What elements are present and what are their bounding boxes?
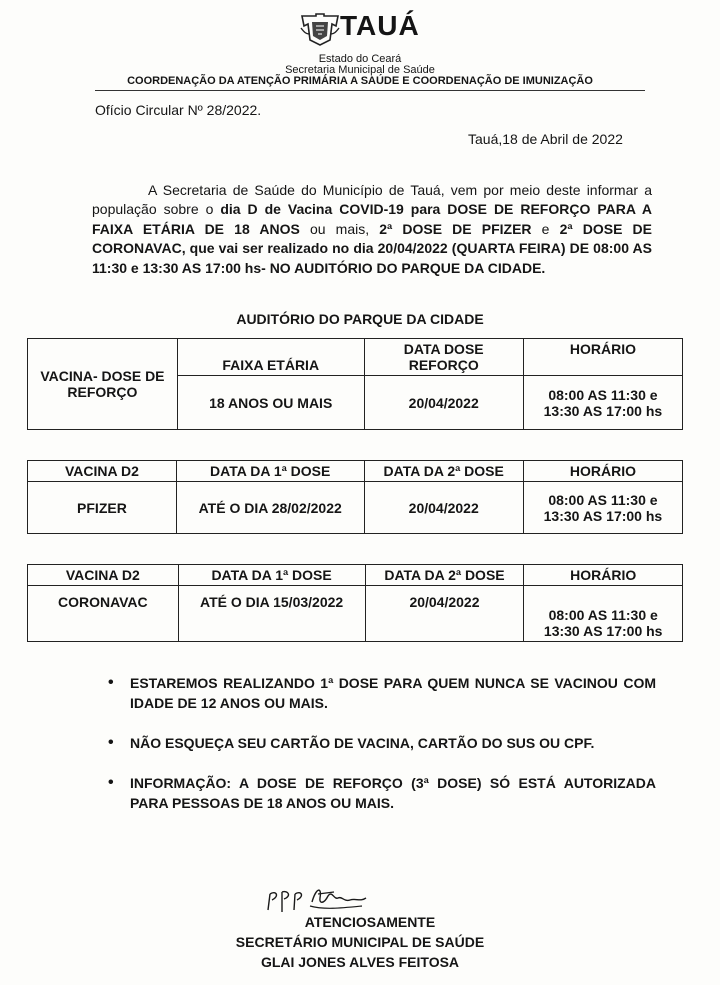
header-secretariat: Secretaria Municipal de Saúde bbox=[285, 64, 435, 76]
coronavac-time-line-1: 08:00 AS 11:30 e bbox=[548, 607, 658, 623]
municipality-logo bbox=[300, 10, 432, 50]
note-first-dose: • ESTAREMOS REALIZANDO 1ª DOSE PARA QUEM NUNCA SE VACINOU COM IDADE DE 12 ANOS OU MAIS. bbox=[108, 673, 656, 713]
pfizer-table bbox=[27, 460, 683, 534]
pfizer-first-dose: ATÉ O DIA 28/02/2022 bbox=[176, 482, 364, 534]
signature-name: GLAI JONES ALVES FEITOSA bbox=[260, 954, 460, 970]
booster-col-age-header: FAIXA ETÁRIA bbox=[177, 339, 364, 376]
note-booster-info: • INFORMAÇÃO: A DOSE DE REFORÇO (3ª DOSE) SÓ ESTÁ AUTORIZADA PARA PESSOAS DE 18 ANOS OU MAIS. bbox=[108, 773, 656, 813]
note-bring-documents: • NÃO ESQUEÇA SEU CARTÃO DE VACINA, CARTÃO DO SUS OU CPF. bbox=[108, 733, 656, 753]
document-date: Tauá,18 de Abril de 2022 bbox=[468, 131, 623, 147]
table-title: AUDITÓRIO DO PARQUE DA CIDADE bbox=[236, 311, 484, 327]
body-paragraph bbox=[92, 181, 652, 278]
pfizer-header-vaccine: VACINA D2 bbox=[28, 461, 177, 482]
pfizer-header-second-dose: DATA DA 2ª DOSE bbox=[364, 461, 523, 482]
pfizer-header-time: HORÁRIO bbox=[523, 461, 682, 482]
booster-age-value: 18 ANOS OU MAIS bbox=[177, 376, 364, 430]
booster-col-time-header: HORÁRIO bbox=[523, 339, 682, 376]
document-reference: Ofício Circular Nº 28/2022. bbox=[95, 102, 262, 118]
booster-time-line-1: 08:00 AS 11:30 e bbox=[548, 386, 658, 403]
header-coordination: COORDENAÇÃO DA ATENÇÃO PRIMÁRIA A SAÚDE E COORDENAÇÃO DE IMUNIZAÇÃO bbox=[127, 75, 593, 87]
pfizer-time-line-2: 13:30 AS 17:00 hs bbox=[543, 507, 663, 524]
coronavac-header-time: HORÁRIO bbox=[524, 565, 683, 586]
booster-table bbox=[27, 338, 683, 430]
booster-time-line-2: 13:30 AS 17:00 hs bbox=[543, 402, 663, 419]
paragraph-text-1: A Secretaria de Saúde do Município de Tauá, vem por meio deste informar a população sobre o bbox=[92, 182, 652, 218]
notes-list bbox=[108, 673, 656, 833]
pfizer-vaccine: PFIZER bbox=[28, 482, 177, 534]
coronavac-time bbox=[524, 586, 683, 642]
header-state: Estado do Ceará bbox=[318, 53, 402, 65]
pfizer-time bbox=[523, 482, 682, 534]
paragraph-text-2: ou mais, bbox=[299, 220, 380, 237]
paragraph-text-3: e bbox=[531, 220, 560, 237]
coronavac-time-line-2: 13:30 AS 17:00 hs bbox=[543, 623, 663, 639]
coronavac-second-dose: 20/04/2022 bbox=[365, 586, 524, 642]
booster-col-date-header: DATA DOSE REFORÇO bbox=[364, 339, 523, 376]
pfizer-second-dose: 20/04/2022 bbox=[364, 482, 523, 534]
coronavac-header-vaccine: VACINA D2 bbox=[28, 565, 179, 586]
booster-time-value bbox=[523, 376, 682, 430]
paragraph-bold-1: dia D de Vacina COVID-19 para DOSE DE REFORÇO PARA A FAIXA ETÁRIA DE 18 ANOS bbox=[92, 201, 652, 237]
logo-text: TAUÁ bbox=[340, 10, 420, 41]
paragraph-bold-3: 2ª DOSE DE CORONAVAC, que vai ser realizado no dia 20/04/2022 (QUARTA FEIRA) DE 08:00 AS 11:30 e 13:30 AS 17:00 hs- NO AUDITÓRIO DO PARQUE DA CIDADE. bbox=[92, 220, 652, 276]
coronavac-header-first-dose: DATA DA 1ª DOSE bbox=[178, 565, 365, 586]
coronavac-vaccine: CORONAVAC bbox=[28, 586, 179, 642]
pfizer-header-first-dose: DATA DA 1ª DOSE bbox=[176, 461, 364, 482]
pfizer-time-line-1: 08:00 AS 11:30 e bbox=[548, 491, 658, 508]
signature-role: SECRETÁRIO MUNICIPAL DE SAÚDE bbox=[235, 934, 485, 950]
signature-closing: ATENCIOSAMENTE bbox=[304, 914, 436, 930]
coronavac-header-second-dose: DATA DA 2ª DOSE bbox=[365, 565, 524, 586]
header-divider bbox=[95, 90, 645, 91]
booster-date-value: 20/04/2022 bbox=[364, 376, 523, 430]
paragraph-bold-2: 2ª DOSE DE PFIZER bbox=[379, 220, 532, 237]
coat-of-arms-icon bbox=[300, 12, 340, 46]
coronavac-first-dose: ATÉ O DIA 15/03/2022 bbox=[178, 586, 365, 642]
booster-row-label: VACINA- DOSE DE REFORÇO bbox=[28, 339, 178, 430]
coronavac-table bbox=[27, 564, 683, 642]
